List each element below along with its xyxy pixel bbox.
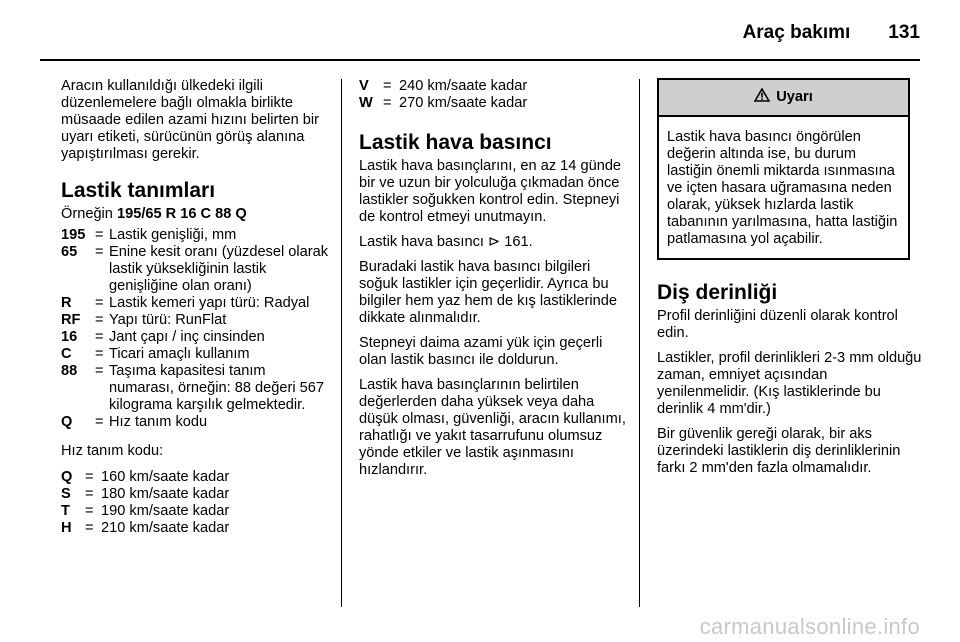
def-value: 190 km/saate kadar — [101, 503, 230, 519]
tire-code-definitions — [61, 227, 331, 431]
def-equals: = — [95, 244, 104, 260]
def-value: Enine kesit oranı (yüzdesel olarak lastik yüksekliğinin lastik genişliğine olan oranı) — [109, 244, 329, 294]
chapter-title: Araç bakımı — [742, 22, 851, 43]
warning-triangle-icon — [754, 89, 776, 105]
pressure-paragraph-4: Stepneyi daima azami yük için geçerli olan lastik basıncı ile doldurun. — [359, 335, 603, 368]
section-heading-tire-pressure: Lastik hava basıncı — [359, 131, 552, 154]
example-line: Örneğin 195/65 R 16 C 88 Q — [61, 206, 247, 222]
def-key: 88 — [61, 363, 78, 379]
pressure-paragraph-5: Lastik hava basınçlarının belirtilen değerlerden daha yüksek veya daha düşük olması, güvenliği, aracın kullanımı, rahatlığı ve yakıt tasarrufunu olumsuz yönde etkiler ve lastik aşınmasını hızlandırır. — [359, 377, 626, 478]
def-key: V — [359, 78, 369, 94]
column-divider-1 — [341, 79, 342, 607]
def-equals: = — [95, 414, 104, 430]
def-key: R — [61, 295, 72, 311]
def-equals: = — [85, 486, 94, 502]
pressure-paragraph-2: Lastik hava basıncı ⊳ 161. — [359, 234, 533, 250]
page-header — [743, 22, 920, 44]
tread-paragraph-1: Profil derinliğini düzenli olarak kontrol edin. — [657, 308, 898, 341]
def-equals: = — [95, 295, 104, 311]
def-value: Jant çapı / inç cinsinden — [109, 329, 265, 345]
warning-header — [659, 80, 908, 117]
def-key: RF — [61, 312, 81, 328]
example-code: 195/65 R 16 C 88 Q — [116, 206, 247, 222]
def-equals: = — [95, 363, 104, 379]
warning-text: Lastik hava basıncı öngörülen değerin altında ise, bu durum lastiğin önemli miktarda ısınmasına ve içten hasara uğramasına neden olarak, yüksek hızlarda lastik tabanının yarılmasına, hatta lastiğin patlamasına yol açabilir. — [667, 129, 898, 247]
column-1 — [61, 78, 331, 546]
def-value: Yapı türü: RunFlat — [109, 312, 227, 328]
def-value: 210 km/saate kadar — [101, 520, 230, 536]
def-value: Lastik genişliği, mm — [109, 227, 237, 243]
tread-paragraph-2: Lastikler, profil derinlikleri 2-3 mm olduğu zaman, emniyet açısından yenilenmelidir. (Kış lastiklerinde bu derinlik 4 mm'dir.) — [657, 350, 922, 417]
column-divider-2 — [639, 79, 640, 607]
pressure-paragraph-3: Buradaki lastik hava basıncı bilgileri soğuk lastikler için geçerlidir. Ayrıca bu bilgiler hem yaz hem de kış lastiklerinde dikkate alınmalıdır. — [359, 259, 617, 326]
def-key: Q — [61, 414, 73, 430]
section-heading-tire-designation: Lastik tanımları — [61, 179, 216, 202]
def-value: 160 km/saate kadar — [101, 469, 230, 485]
warning-title: Uyarı — [776, 89, 813, 105]
speed-code-list-continued — [359, 78, 629, 112]
def-key: T — [61, 503, 70, 519]
def-key: 195 — [61, 227, 86, 243]
speed-code-heading: Hız tanım kodu: — [61, 443, 164, 459]
column-2 — [359, 78, 629, 487]
def-equals: = — [95, 329, 104, 345]
def-value: 180 km/saate kadar — [101, 486, 230, 502]
def-equals: = — [95, 312, 104, 328]
column-3 — [657, 78, 922, 485]
section-heading-tread-depth: Diş derinliği — [657, 281, 778, 304]
def-value: Lastik kemeri yapı türü: Radyal — [109, 295, 310, 311]
def-key: H — [61, 520, 72, 536]
def-value: 270 km/saate kadar — [399, 95, 528, 111]
def-value: 240 km/saate kadar — [399, 78, 528, 94]
def-equals: = — [95, 346, 104, 362]
def-key: 65 — [61, 244, 78, 260]
warning-box — [657, 78, 910, 260]
tread-paragraph-3: Bir güvenlik gereği olarak, bir aks üzerindeki lastiklerin diş derinliklerinin farkı 2 mm'den fazla olmamalıdır. — [657, 426, 901, 476]
intro-paragraph: Aracın kullanıldığı ülkedeki ilgili düzenlemelere bağlı olmakla birlikte müsaade edilen azami hızını belirten bir uyarı etiketi, sürücünün görüş alanına yapıştırılması gerekir. — [61, 78, 319, 162]
def-value: Ticari amaçlı kullanım — [109, 346, 250, 362]
def-key: W — [359, 95, 373, 111]
def-equals: = — [85, 469, 94, 485]
def-equals: = — [85, 503, 94, 519]
def-key: 16 — [61, 329, 78, 345]
speed-code-list — [61, 469, 331, 537]
def-key: S — [61, 486, 71, 502]
page-number: 131 — [888, 22, 920, 43]
def-value: Hız tanım kodu — [109, 414, 208, 430]
def-equals: = — [85, 520, 94, 536]
def-equals: = — [383, 95, 392, 111]
def-key: C — [61, 346, 72, 362]
pressure-paragraph-1: Lastik hava basınçlarını, en az 14 günde bir ve uzun bir yolculuğa çıkmadan önce lastikler soğukken kontrol edin. Stepneyi de kontrol etmeyi unutmayın. — [359, 158, 622, 225]
def-equals: = — [383, 78, 392, 94]
header-rule — [40, 59, 920, 61]
def-key: Q — [61, 469, 73, 485]
def-equals: = — [95, 227, 104, 243]
def-value: Taşıma kapasitesi tanım numarası, örneğin: 88 değeri 567 kilograma karşılık gelmektedir. — [109, 363, 324, 413]
watermark: carmanualsonline.info — [699, 614, 920, 639]
